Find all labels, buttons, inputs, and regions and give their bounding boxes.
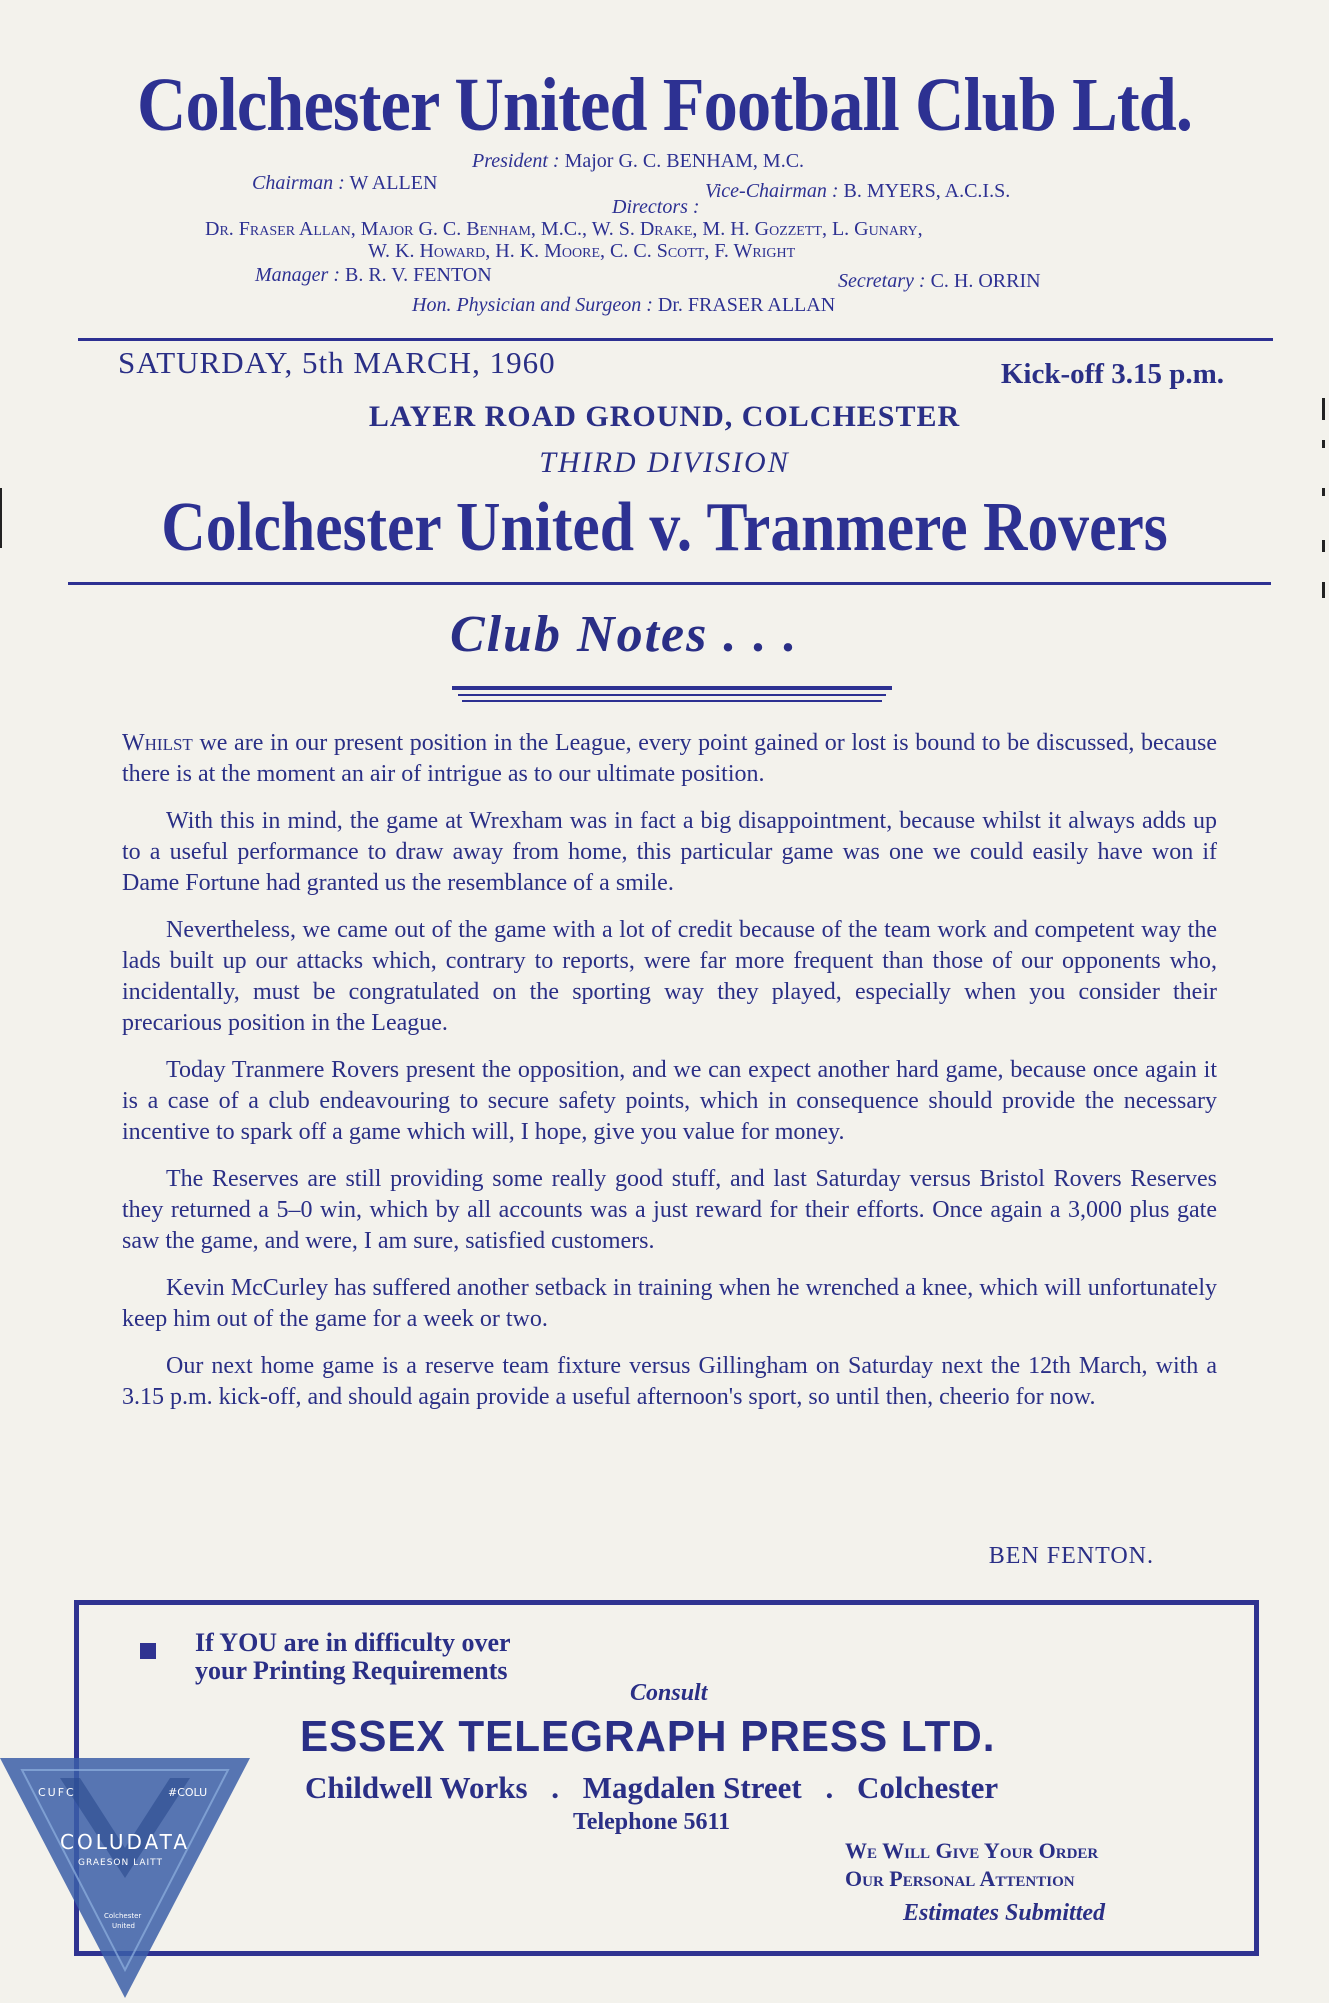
notes-paragraph: With this in mind, the game at Wrexham was in fact a big disappointment, because whilst it always adds up to a useful performance to draw away from home, this particular game was one we could easily have won if Dame Fortune had granted us the resemblance of a smile. [122, 808, 1217, 896]
logo-small-2: United [112, 1922, 135, 1930]
secretary-label: Secretary : [838, 270, 926, 292]
logo-top-right: #COLU [168, 1786, 208, 1799]
advert-works: Childwell Works [305, 1770, 528, 1805]
signature: BEN FENTON. [988, 1543, 1154, 1569]
vice-chairman-line [705, 180, 1010, 203]
header-divider [78, 338, 1273, 341]
advert-line-2: your Printing Requirements [195, 1656, 508, 1685]
president-name: Major G. C. BENHAM, M.C. [564, 150, 805, 172]
notes-paragraph [122, 728, 1217, 790]
bullet-square-icon [140, 1643, 156, 1659]
edge-mark [0, 488, 2, 548]
edge-mark [1322, 488, 1325, 496]
fixture-divider [68, 582, 1271, 585]
manager-name: B. R. V. FENTON [344, 264, 492, 286]
chairman-label: Chairman : [252, 172, 345, 194]
advert-consult: Consult [630, 1680, 708, 1706]
logo-name: COLUDATA [60, 1830, 191, 1854]
notes-paragraph-1-text: we are in our present position in the League, every point gained or lost is bound to be discussed, because there is at the moment an air of intrigue as to our ultimate position. [122, 730, 1217, 787]
notes-paragraph: The Reserves are still providing some really good stuff, and last Saturday versus Bristol Rovers Reserves they returned a 5–0 win, which by all accounts was a just reward for their efforts. Once again a 3,000 plus gate saw the game, and were, I am sure, satisfied customers. [122, 1166, 1217, 1254]
president-line [472, 150, 804, 173]
notes-title: Club Notes . . . [450, 606, 799, 663]
advert-separator: . [551, 1770, 560, 1805]
physician-line [412, 294, 835, 317]
secretary-line [838, 270, 1041, 293]
notes-body [122, 728, 1217, 1429]
advert-address [305, 1770, 998, 1806]
notes-paragraph: Kevin McCurley has suffered another setback in training when he wrenched a knee, which will unfortunately keep him out of the game for a week or two. [122, 1275, 1217, 1332]
notes-paragraph: Today Tranmere Rovers present the opposition, and we can expect another hard game, because once again it is a case of a club endeavouring to secure safety points, which in consequence should provide the necessary incentive to spark off a game which will, I hope, give you value for money. [122, 1057, 1217, 1145]
secretary-name: C. H. ORRIN [930, 270, 1041, 292]
advert-line-1: If YOU are in difficulty over [195, 1628, 511, 1657]
advert-separator: . [825, 1770, 834, 1805]
match-title: Colchester United v. Tranmere Rovers [161, 489, 1168, 566]
physician-name: Dr. FRASER ALLAN [657, 294, 836, 316]
edge-mark [1322, 440, 1325, 448]
advert-street: Magdalen Street [582, 1770, 802, 1805]
advert-attention-line-2: Our Personal Attention [845, 1866, 1075, 1891]
kickoff-time: Kick-off 3.15 p.m. [1000, 358, 1224, 390]
club-title: Colchester United Football Club Ltd. [136, 63, 1193, 147]
advert-telephone: Telephone 5611 [573, 1809, 731, 1835]
advert-estimates: Estimates Submitted [903, 1900, 1106, 1926]
notes-underline-2 [458, 694, 886, 696]
manager-line [255, 264, 492, 287]
vice-chairman-label: Vice-Chairman : [705, 180, 839, 202]
match-date: SATURDAY, 5th MARCH, 1960 [118, 345, 556, 380]
advert-company: ESSEX TELEGRAPH PRESS LTD. [300, 1712, 996, 1761]
notes-paragraph: Nevertheless, we came out of the game with a lot of credit because of the team work and competent way the lads built up our attacks which, contrary to reports, were far more frequent than those of our opponents who, incidentally, must be congratulated on the sporting way they played, especially when you consider their precarious position in the League. [122, 917, 1217, 1036]
directors-line-1: Dr. Fraser Allan, Major G. C. Benham, M.C., W. S. Drake, M. H. Gozzett, L. Gunary, [205, 218, 923, 240]
physician-label: Hon. Physician and Surgeon : [412, 294, 653, 316]
logo-small-1: Colchester [104, 1912, 142, 1920]
notes-first-word: Whilst [122, 730, 193, 756]
chairman-line [252, 172, 437, 195]
directors-line-2: W. K. Howard, H. K. Moore, C. C. Scott, F. Wright [368, 240, 796, 262]
logo-author: GRAESON LAITT [78, 1858, 163, 1868]
chairman-name: W ALLEN [349, 172, 438, 194]
division: THIRD DIVISION [539, 446, 790, 479]
edge-mark [1322, 540, 1325, 552]
edge-mark [1322, 398, 1325, 420]
edge-mark [1322, 582, 1325, 598]
ground-name: LAYER ROAD GROUND, COLCHESTER [368, 400, 961, 433]
vice-chairman-name: B. MYERS, A.C.I.S. [843, 180, 1011, 202]
directors-label: Directors : [612, 196, 700, 218]
advert-attention-line-1: We Will Give Your Order [845, 1838, 1099, 1863]
coludata-logo [0, 1758, 250, 1998]
logo-top-left: CUFC [38, 1786, 76, 1799]
notes-underline-1 [452, 686, 892, 690]
advert-town: Colchester [856, 1770, 999, 1805]
manager-label: Manager : [255, 264, 340, 286]
president-label: President : [472, 150, 560, 172]
notes-paragraph: Our next home game is a reserve team fixture versus Gillingham on Saturday next the 12th March, with a 3.15 p.m. kick-off, and should again provide a useful afternoon's sport, so until then, cheerio for now. [122, 1353, 1217, 1410]
notes-underline-3 [462, 700, 882, 702]
